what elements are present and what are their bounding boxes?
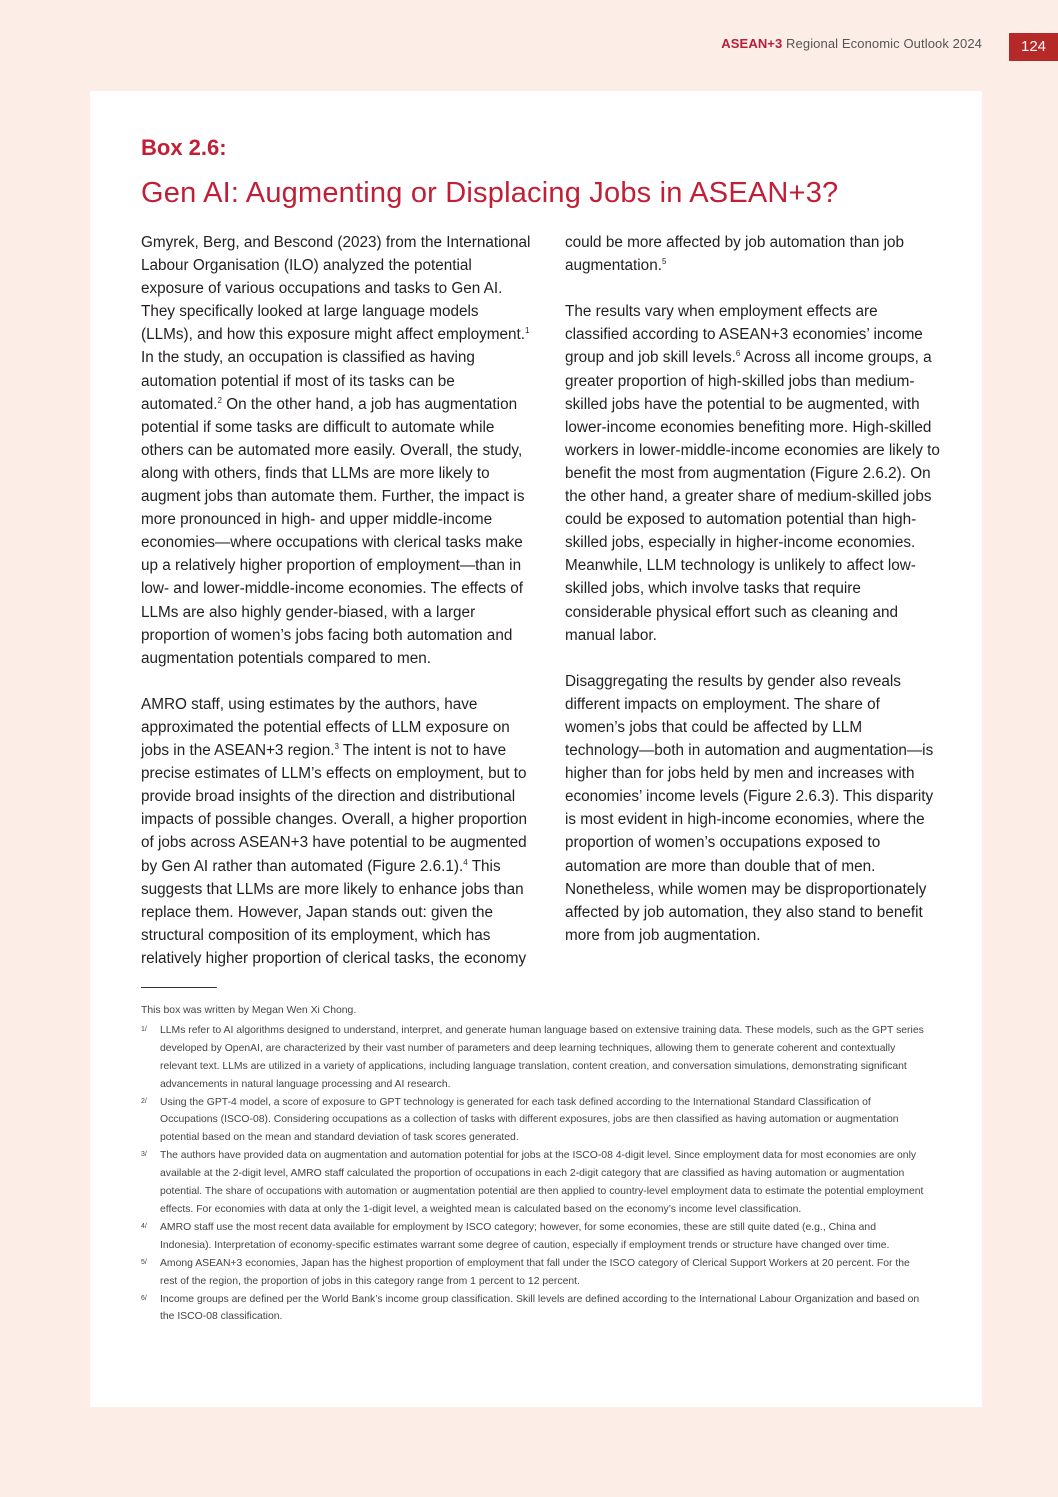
footnote-text: LLMs refer to AI algorithms designed to understand, interpret, and generate human language based on extensive training data. These models, such as the GPT series developed by OpenAI, are characterized by their vast number of parameters and deep learning techniques, allowing them to generate coherent and contextually relevant text. LLMs are utilized in a variety of applications, including language translation, content creation, and conversation simulations, demonstrating significant advancements in natural language processing and AI research. — [160, 1024, 924, 1090]
paragraph: Disaggregating the results by gender also reveals different impacts on employment. The share of women’s jobs that could be affected by LLM technology—both in automation and augmentation—is higher than for jobs held by men and increases with economies’ income levels (Figure 2.6.3). This disparity is most evident in high-income economies, where the proportion of women’s occupations exposed to automation are more than double that of men. Nonetheless, while women may be disproportionately affected by job automation, they also stand to benefit more from job augmentation. — [565, 672, 934, 944]
running-header — [721, 36, 982, 51]
box-title: Gen AI: Augmenting or Displacing Jobs in ASEAN+3? — [141, 177, 839, 209]
report-brand: ASEAN+3 — [721, 36, 783, 51]
footnote-ref[interactable]: 4 — [463, 857, 468, 867]
footnote — [141, 1094, 926, 1148]
paragraph: The results vary when employment effects are classified according to ASEAN+3 economies’ income group and job skill levels.$^6$ Across all income groups, a greater proportion of high-skilled jobs than medium-skilled jobs have the potential to be augmented, with lower-income economies benefiting more. High-skilled workers in lower-middle-income economies are likely to benefit the most from augmentation (Figure 2.6.2). On the other hand, a greater share of medium-skilled jobs could be exposed to automation potential than high-skilled jobs, especially in higher-income economies. Meanwhile, LLM technology is unlikely to affect low-skilled jobs, which involve tasks that require considerable physical effort such as cleaning and manual labor. — [565, 303, 940, 644]
footnotes — [141, 1002, 926, 1326]
footnote — [141, 1147, 926, 1219]
footnote-text: AMRO staff use the most recent data available for employment by ISCO category; however, for some economies, these are still quite dated (e.g., China and Indonesia). Interpretation of economy-specific estimates warrant some degree of caution, especially if employment trends or structure have changed over time. — [160, 1221, 890, 1251]
footnote-ref[interactable]: 5 — [661, 257, 667, 266]
right-column — [565, 231, 940, 970]
author-credit: This box was written by Megan Wen Xi Chong. — [141, 1005, 357, 1016]
footnote — [141, 1255, 926, 1291]
footnote — [141, 1022, 926, 1094]
footnote-text: Among ASEAN+3 economies, Japan has the highest proportion of employment that fall under the ISCO category of Clerical Support Workers at 20 percent. For the rest of the region, the proportion of jobs in this category range from 1 percent to 12 percent. — [160, 1257, 910, 1287]
box-card — [90, 91, 982, 1407]
footnote-mark: 5/ — [141, 1258, 147, 1266]
footnote-text: Income groups are defined per the World Bank’s income group classification. Skill levels are defined according to the International Labour Organization and based on the ISCO-08 classification. — [160, 1293, 920, 1323]
footnote-ref[interactable]: 3 — [334, 741, 339, 751]
footnote-mark: 3/ — [141, 1151, 147, 1159]
footnote-mark: 4/ — [141, 1222, 147, 1230]
footnote-text: The authors have provided data on augmentation and automation potential for jobs at the ISCO-08 4-digit level. Since employment data for most economies are only available at the 2-digit level, AMRO staff calculated the proportion of occupations in each 2-digit category that are classified as having automation or augmentation potential. The share of occupations with automation or augmentation potential are then applied to country-level employment data to estimate the potential employment effects. For economies with data at only the 1-digit level, a weighted mean is calculated based on the economy’s income level classification. — [160, 1150, 924, 1215]
footnote-ref[interactable]: 2 — [217, 395, 222, 405]
page-number: 124 — [1009, 33, 1058, 61]
footnote-mark: 6/ — [141, 1294, 147, 1302]
report-title: Regional Economic Outlook 2024 — [786, 36, 982, 51]
left-column — [141, 231, 531, 993]
footnote — [141, 1291, 926, 1327]
footnote — [141, 1219, 926, 1255]
footnote-divider — [141, 987, 217, 988]
paragraph: AMRO staff, using estimates by the authors, have approximated the potential effects of LLM exposure on jobs in the ASEAN+3 region.$^3$ The intent is not to have precise estimates of LLM’s effects on employment, but to provide broad insights of the direction and distributional impacts of possible changes. Overall, a higher proportion of jobs across ASEAN+3 have potential to be augmented by Gen AI rather than automated (Figure 2.6.1).$^4$ This suggests that LLMs are more likely to enhance jobs than replace them. However, Japan stands out: given the structural composition of its employment, which has relatively higher proportion of clerical tasks, the economy — [141, 695, 528, 967]
footnote-ref[interactable]: 1 — [525, 326, 530, 336]
box-label: Box 2.6: — [141, 135, 227, 160]
footnote-ref[interactable]: 6 — [735, 349, 741, 359]
paragraph: could be more affected by job automation than job augmentation.$^5$ — [565, 234, 905, 275]
footnote-mark: 2/ — [141, 1097, 147, 1105]
paragraph: Gmyrek, Berg, and Bescond (2023) from the International Labour Organisation (ILO) analyzed the potential exposure of various occupations and tasks to Gen AI. They specifically looked at large language models (LLMs), and how this exposure might affect employment.$^1$ In the study, an occupation is classified as having automation potential if most of its tasks can be automated.$^2$ On the other hand, a job has augmentation potential if some tasks are difficult to automate while others can be automated more easily. Overall, the study, along with others, finds that LLMs are more likely to augment jobs than automate them. Further, the impact is more pronounced in high- and upper middle-income economies—where occupations with clerical tasks make up a relatively higher proportion of employment—than in low- and lower-middle-income economies. The effects of LLMs are also highly gender-biased, with a larger proportion of women’s jobs facing both automation and augmentation potentials compared to men. — [141, 234, 531, 667]
footnote-mark: 1/ — [141, 1025, 147, 1033]
footnote-text: Using the GPT-4 model, a score of exposure to GPT technology is generated for each task defined according to the International Standard Classification of Occupations (ISCO-08). Considering occupations as a collection of tasks with different exposures, jobs are then classified as having automation or augmentation potential based on the mean and standard deviation of task scores generated. — [160, 1096, 899, 1144]
